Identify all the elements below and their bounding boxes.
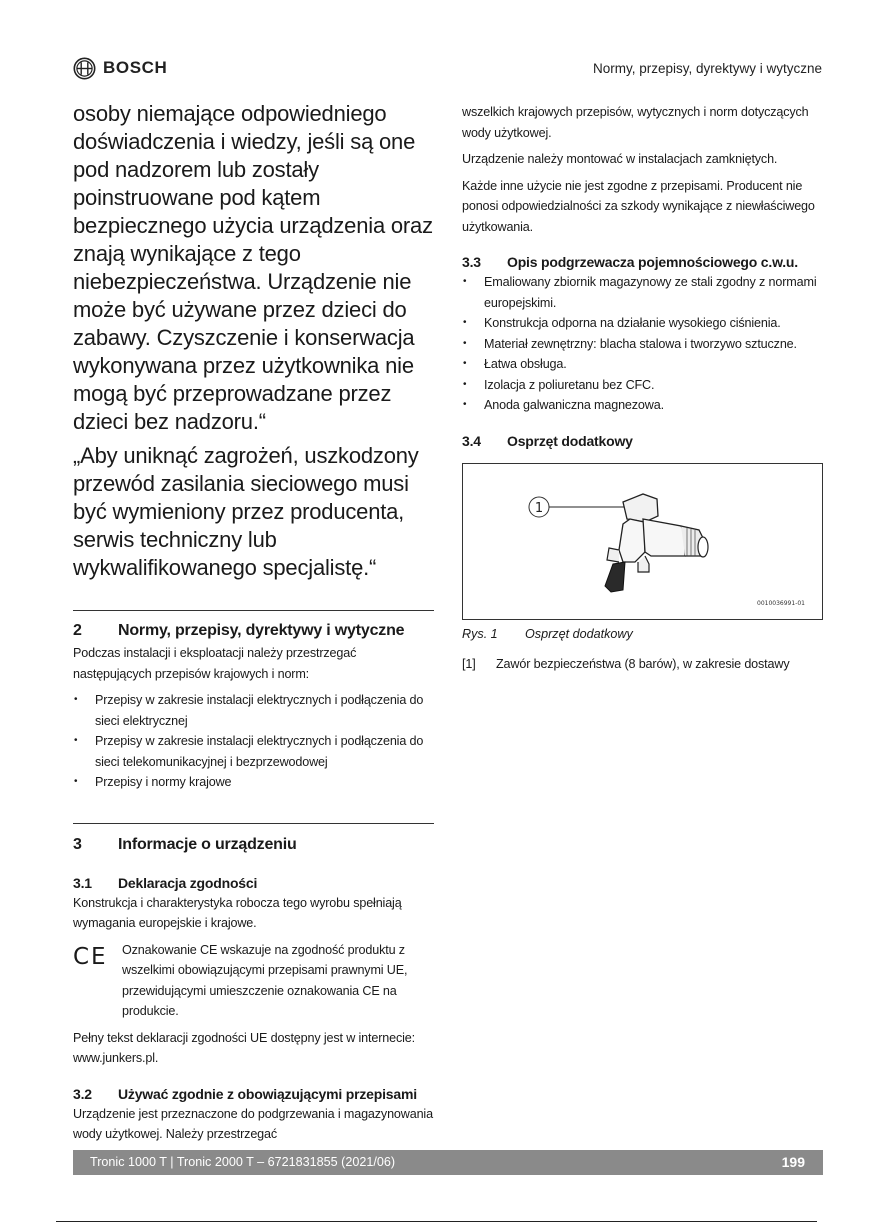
right-column — [462, 102, 823, 674]
list-item: • Konstrukcja odporna na działanie wysokiego ciśnienia. — [462, 313, 823, 334]
left-column — [73, 100, 434, 1145]
section-2-text: Podczas instalacji i eksploatacji należy przestrzegać następujących przepisów krajowych i norm: — [73, 646, 357, 681]
legend-key: [1] — [462, 656, 476, 671]
section-3-4-heading — [462, 431, 823, 451]
brand-logo — [73, 56, 167, 80]
section-2-heading — [73, 620, 434, 642]
section-divider — [73, 823, 434, 824]
list-item: • Przepisy w zakresie instalacji elektrycznych i podłączenia do sieci telekomunikacyjnej i bezprzewodowej — [73, 731, 434, 772]
paragraph: Urządzenie należy montować w instalacjach zamkniętych. — [462, 152, 778, 166]
section-title: Normy, przepisy, dyrektywy i wytyczne — [118, 622, 405, 639]
figure-box — [462, 463, 823, 620]
intro-paragraph-1: osoby niemające odpowiedniego doświadczenia i wiedzy, jeśli są one pod nadzorem lub zostały poinstruowane pod kątem bezpiecznego użycia urządzenia oraz znają wynikające z tego niebezpieczeństwa. Urządzenie nie może być używane przez dzieci do zabawy. Czyszczenie i konserwacja wykonywana przez użytkownika nie mogą być przeprowadzane przez dzieci bez nadzoru.“ — [73, 101, 433, 434]
footer-bar — [73, 1150, 823, 1175]
bottom-rule — [56, 1221, 817, 1222]
section-number: 3 — [73, 835, 82, 853]
section-number: 3.3 — [462, 254, 481, 270]
paragraph: Każde inne użycie nie jest zgodne z przepisami. Producent nie ponosi odpowiedzialności za szkody wynikające z niewłaściwego użytkowania. — [462, 178, 815, 234]
section-3-heading — [73, 834, 434, 856]
ce-notice — [73, 940, 434, 1022]
figure-legend — [462, 654, 823, 674]
figure-code: 0010036991-01 — [757, 599, 805, 607]
section-3-1-heading — [73, 873, 434, 893]
list-item: • Łatwa obsługa. — [462, 354, 823, 375]
section-title: Informacje o urządzeniu — [118, 835, 297, 853]
safety-valve-illustration — [463, 464, 822, 619]
section-3-2-heading — [73, 1084, 434, 1104]
section-3-1-text-2: Pełny tekst deklaracji zgodności UE dostępny jest w internecie: www.junkers.pl. — [73, 1030, 415, 1065]
section-number: 3.2 — [73, 1085, 92, 1102]
list-item: • Emaliowany zbiornik magazynowy ze stali zgodny z normami europejskimi. — [462, 272, 823, 313]
section-number: 3.4 — [462, 432, 481, 449]
section-3-1-text: Konstrukcja i charakterystyka robocza tego wyrobu spełniają wymagania europejskie i krajowe. — [73, 895, 402, 930]
section-divider — [73, 610, 434, 611]
intro-paragraph-2: „Aby uniknąć zagrożeń, uszkodzony przewód zasilania sieciowego musi być wymieniony przez producenta, serwis techniczny lub wykwalifikowanego specjalistę.“ — [73, 443, 419, 580]
section-title: Osprzęt dodatkowy — [507, 432, 633, 449]
continued-text: wszelkich krajowych przepisów, wytycznych i norm dotyczących wody użytkowej. — [462, 105, 809, 140]
list-item: • Przepisy i normy krajowe — [73, 772, 434, 793]
footer-doc-reference: Tronic 1000 T | Tronic 2000 T – 6721831855 (2021/06) — [90, 1155, 396, 1169]
list-item: • Materiał zewnętrzny: blacha stalowa i tworzywo sztuczne. — [462, 334, 823, 355]
section-number: 3.1 — [73, 874, 92, 891]
section-title: Deklaracja zgodności — [118, 874, 258, 891]
section-title: Używać zgodnie z obowiązującymi przepisami — [118, 1085, 417, 1102]
running-title: Normy, przepisy, dyrektywy i wytyczne — [592, 61, 822, 76]
brand-name: BOSCH — [103, 58, 168, 77]
figure-caption-label: Rys. 1 — [462, 626, 498, 641]
list-item: • Anoda galwaniczna magnezowa. — [462, 395, 823, 416]
list-item: • Izolacja z poliuretanu bez CFC. — [462, 375, 823, 396]
section-title: Opis podgrzewacza pojemnościowego c.w.u. — [507, 254, 798, 270]
figure-callout: 1 — [534, 500, 544, 516]
figure-caption-text: Osprzęt dodatkowy — [525, 626, 633, 641]
page-number: 199 — [781, 1154, 805, 1170]
section-number: 2 — [73, 622, 82, 639]
list-item: • Przepisy w zakresie instalacji elektrycznych i podłączenia do sieci elektrycznej — [73, 690, 434, 731]
legend-text: Zawór bezpieczeństwa (8 barów), w zakresie dostawy — [496, 656, 790, 671]
section-2-list — [73, 690, 434, 793]
section-3-2-text: Urządzenie jest przeznaczone do podgrzewania i magazynowania wody użytkowej. Należy przestrzegać — [73, 1106, 433, 1141]
bosch-armature-icon — [73, 57, 96, 80]
figure-caption — [462, 624, 823, 644]
ce-mark-text: CE — [73, 943, 108, 969]
ce-text: Oznakowanie CE wskazuje na zgodność produktu z wszelkimi obowiązującymi przepisami prawnymi UE, przewidującymi umieszczenie oznakowania CE na produkcie. — [122, 942, 408, 1018]
section-3-3-heading — [462, 252, 823, 272]
ce-mark-icon — [73, 943, 111, 969]
section-3-3-list — [462, 272, 823, 416]
